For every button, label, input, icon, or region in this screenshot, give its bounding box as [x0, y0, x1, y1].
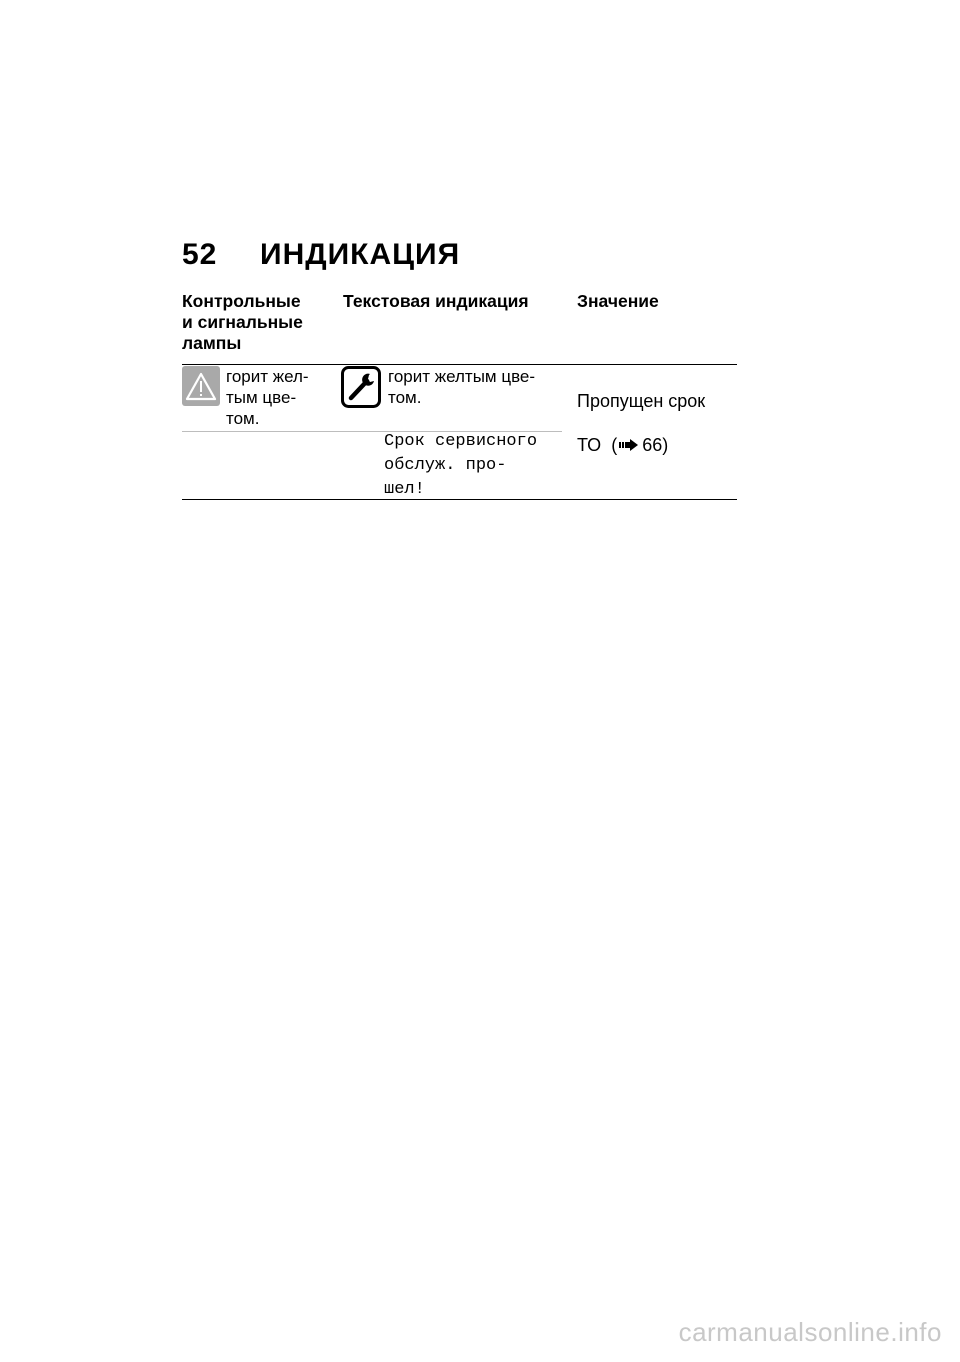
wrench-icon	[341, 366, 381, 408]
text-display-status: горит желтым цве- том.	[388, 367, 536, 407]
meaning-line-1: Пропущен срок	[577, 391, 706, 411]
watermark: carmanualsonline.info	[678, 1317, 942, 1347]
warning-triangle-icon	[182, 366, 220, 406]
page-reference[interactable]: 66)	[642, 435, 669, 455]
header-divider	[182, 364, 737, 365]
lamp-status-text: горит жел- тым цве- том.	[226, 367, 309, 428]
column-header-lamps: Контрольные и сигнальные лампы	[182, 291, 303, 353]
meaning-text	[577, 368, 737, 456]
meaning-line-2-prefix: ТО (	[577, 435, 618, 455]
column-header-meaning: Значение	[577, 291, 659, 311]
page-number: 52	[182, 238, 218, 271]
table-bottom-divider	[182, 499, 737, 500]
display-message: Срок сервисного обслуж. про- шел!	[384, 432, 538, 499]
page-title: ИНДИКАЦИЯ	[260, 238, 461, 271]
column-header-text-display: Текстовая индикация	[343, 291, 529, 311]
arrow-reference-icon[interactable]	[619, 435, 639, 449]
